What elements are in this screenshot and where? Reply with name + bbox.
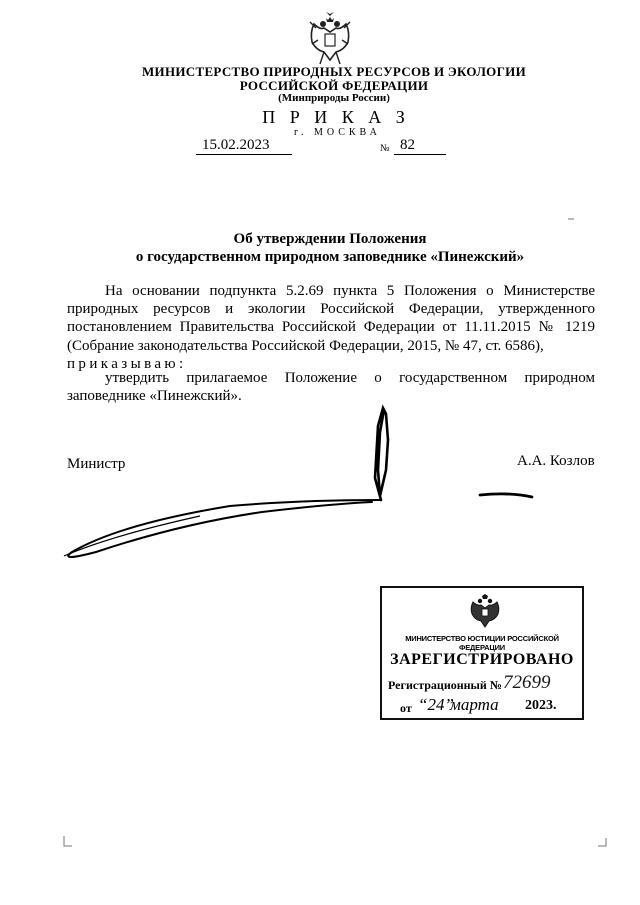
title-line2: о государственном природном заповеднике «Пинежский» bbox=[135, 249, 525, 265]
signer-name: А.А. Козлов bbox=[517, 453, 595, 469]
signer-position: Министр bbox=[67, 456, 126, 472]
stamp-year: 2023. bbox=[525, 698, 557, 713]
title-line1: Об утверждении Положения bbox=[233, 231, 427, 247]
basis-text: На основании подпункта 5.2.69 пункта 5 Положения о Министерстве природных ресурсов и экологии Российской Федерации, утвержденного постановлением Правительства Российской Федерации от 11.11.2015 № 1219 (Собрание законодательства Российской Федерации, 2015, № 47, ст. 6586), bbox=[67, 283, 595, 354]
registration-stamp bbox=[380, 586, 584, 720]
stamp-reg-label: Регистрационный № bbox=[388, 678, 502, 692]
stamp-from-label: от bbox=[400, 701, 412, 715]
document-number-label: № bbox=[380, 143, 390, 154]
coat-of-arms-icon bbox=[304, 10, 356, 68]
document-date: 15.02.2023 bbox=[196, 137, 292, 155]
ministry-name-line1: МИНИСТЕРСТВО ПРИРОДНЫХ РЕСУРСОВ И ЭКОЛОГИИ bbox=[141, 64, 526, 79]
document-type: П Р И К А З bbox=[262, 107, 410, 127]
document-city: г. МОСКВА bbox=[294, 127, 381, 138]
stamp-day: “24” bbox=[418, 695, 454, 714]
ministry-short-name: (Минприроды России) bbox=[278, 92, 390, 104]
stamp-month: марта bbox=[450, 695, 499, 714]
ministry-name-line2: РОССИЙСКОЙ ФЕДЕРАЦИИ bbox=[239, 78, 429, 93]
stamp-status: ЗАРЕГИСТРИРОВАНО bbox=[390, 651, 574, 668]
stamp-emblem-icon bbox=[467, 592, 503, 632]
document-number: 82 bbox=[394, 137, 446, 155]
order-word: приказываю: bbox=[67, 355, 187, 372]
stamp-ministry: МИНИСТЕРСТВО ЮСТИЦИИ РОССИЙСКОЙ ФЕДЕРАЦИИ bbox=[405, 634, 559, 652]
order-paragraph: утвердить прилагаемое Положение о государственном природном заповеднике «Пинежский». bbox=[67, 370, 595, 405]
basis-paragraph bbox=[67, 282, 595, 373]
stamp-reg-number: 72699 bbox=[503, 672, 551, 693]
